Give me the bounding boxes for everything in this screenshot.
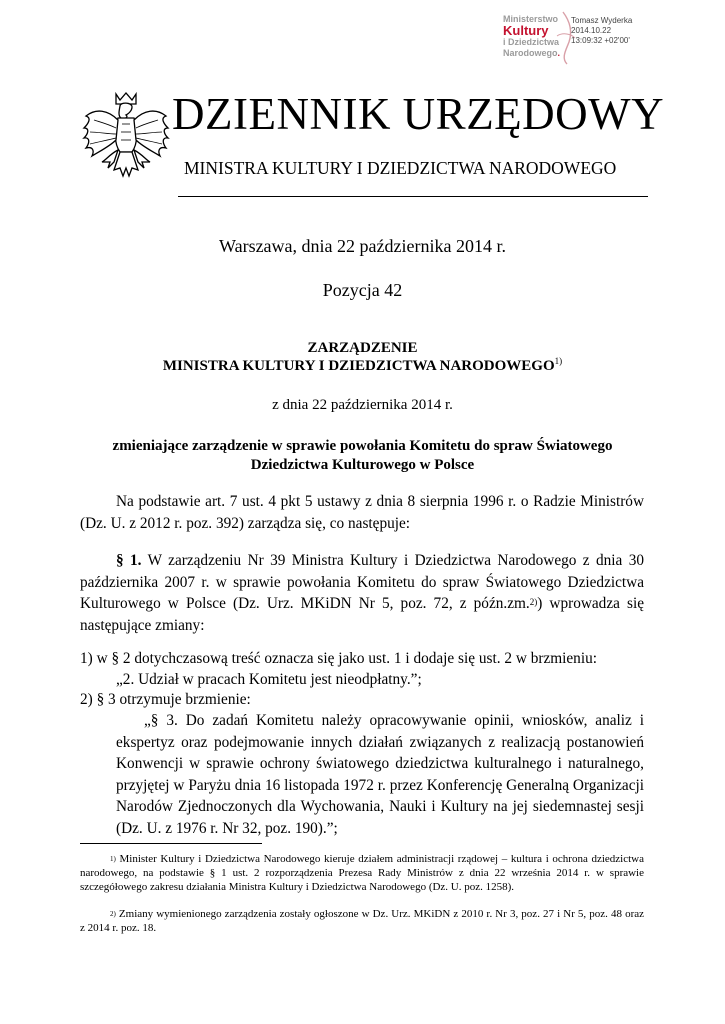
footnote-mark: 2)	[110, 910, 116, 918]
footnote-mark: 1)	[110, 855, 116, 863]
logo-line: Narodowego	[503, 48, 558, 58]
section-1-paragraph	[80, 550, 644, 636]
act-subject: zmieniające zarządzenie w sprawie powołania Komitetu do spraw Światowego Dziedzictwa Kulturowego w Polsce	[112, 438, 613, 473]
legal-basis-paragraph: Na podstawie art. 7 ust. 4 pkt 5 ustawy z dnia 8 sierpnia 1996 r. o Radzie Ministrów (Dz. U. z 2012 r. poz. 392) zarządza się, co następuje:	[80, 493, 644, 532]
amendment-item-1-quote: „2. Udział w pracach Komitetu jest nieodpłatny.”;	[116, 671, 422, 688]
section-1-text: W zarządzeniu Nr 39 Ministra Kultury i Dziedzictwa Narodowego z dnia 30 października 2007 r. w sprawie powołania Komitetu do spraw Światowego Dziedzictwa Kulturowego w Polsce (Dz. Urz. MKiDN Nr 5, poz. 72, z późn.zm.	[80, 552, 644, 612]
sign-date: 2014.10.22	[571, 26, 612, 35]
amendment-item-1: 1) w § 2 dotychczasową treść oznacza się jako ust. 1 i dodaje się ust. 2 w brzmieniu:	[80, 650, 597, 667]
header-divider	[178, 196, 648, 197]
digital-signature-stamp	[503, 14, 663, 58]
logo-dot-icon: .	[557, 48, 561, 58]
footnote-text: Zmiany wymienionego zarządzenia zostały ogłoszone w Dz. Urz. MKiDN z 2010 r. Nr 3, poz. 27 i Nr 5, poz. 48 oraz z 2014 r. poz. 18.	[80, 908, 644, 934]
polish-eagle-emblem-icon	[80, 88, 172, 186]
act-issuer	[0, 358, 725, 375]
logo-line: i Dziedzictwa	[503, 37, 560, 47]
position-number: Pozycja 42	[322, 280, 403, 300]
footnote-text: Minister Kultury i Dziedzictwa Narodowego kieruje działem administracji rządowej – kultura i ochrona dziedzictwa narodowego, na podstawie § 1 ust. 2 rozporządzenia Prezesa Rady Ministrów z dnia 22 września 2014 r. w sprawie szczegółowego zakresu działania Ministra Kultury i Dziedzictwa Narodowego (Dz. U. poz. 1258).	[80, 853, 644, 893]
amendment-item-2-quote: „§ 3. Do zadań Komitetu należy opracowywanie opinii, wniosków, analiz i ekspertyz oraz podejmowanie innych działań związanych z realizacją postanowień Konwencji w sprawie ochrony światowego dziedzictwa kulturalnego i naturalnego, przyjętej w Paryżu dnia 16 listopada 1972 r. przez Konferencję Generalną Organizacji Narodów Zjednoczonych dla Wychowania, Nauki i Kultury na jej siedemnastej sesji (Dz. U. z 1976 r. Nr 32, poz. 190).”;	[116, 712, 644, 837]
footnote-divider	[80, 843, 262, 844]
journal-title: DZIENNIK URZĘDOWY	[172, 89, 665, 139]
act-type: ZARZĄDZENIE	[307, 340, 418, 356]
signer-name: Tomasz Wyderka	[571, 16, 633, 25]
footnote-ref-1[interactable]: 1)	[554, 356, 563, 366]
act-date: z dnia 22 października 2014 r.	[272, 397, 453, 413]
logo-line: Kultury	[503, 23, 549, 38]
footnote-2	[80, 908, 644, 936]
section-1-label: § 1.	[116, 552, 142, 569]
footnote-ref-2[interactable]: 2)	[529, 597, 538, 607]
place-and-date: Warszawa, dnia 22 października 2014 r.	[219, 236, 506, 256]
ministry-logo	[503, 14, 569, 59]
footnote-1	[80, 853, 644, 894]
amendment-item-2: 2) § 3 otrzymuje brzmienie:	[80, 691, 251, 708]
logo-line: Ministerstwo	[503, 14, 559, 24]
signature-details	[571, 16, 632, 46]
sign-time: 13:09:32 +02'00'	[571, 36, 630, 45]
section-1-text-end: ) wprowadza się następujące zmiany:	[80, 595, 644, 634]
journal-subtitle: MINISTRA KULTURY I DZIEDZICTWA NARODOWEGO	[184, 158, 617, 178]
issuer-name: MINISTRA KULTURY I DZIEDZICTWA NARODOWEGO	[162, 358, 555, 374]
